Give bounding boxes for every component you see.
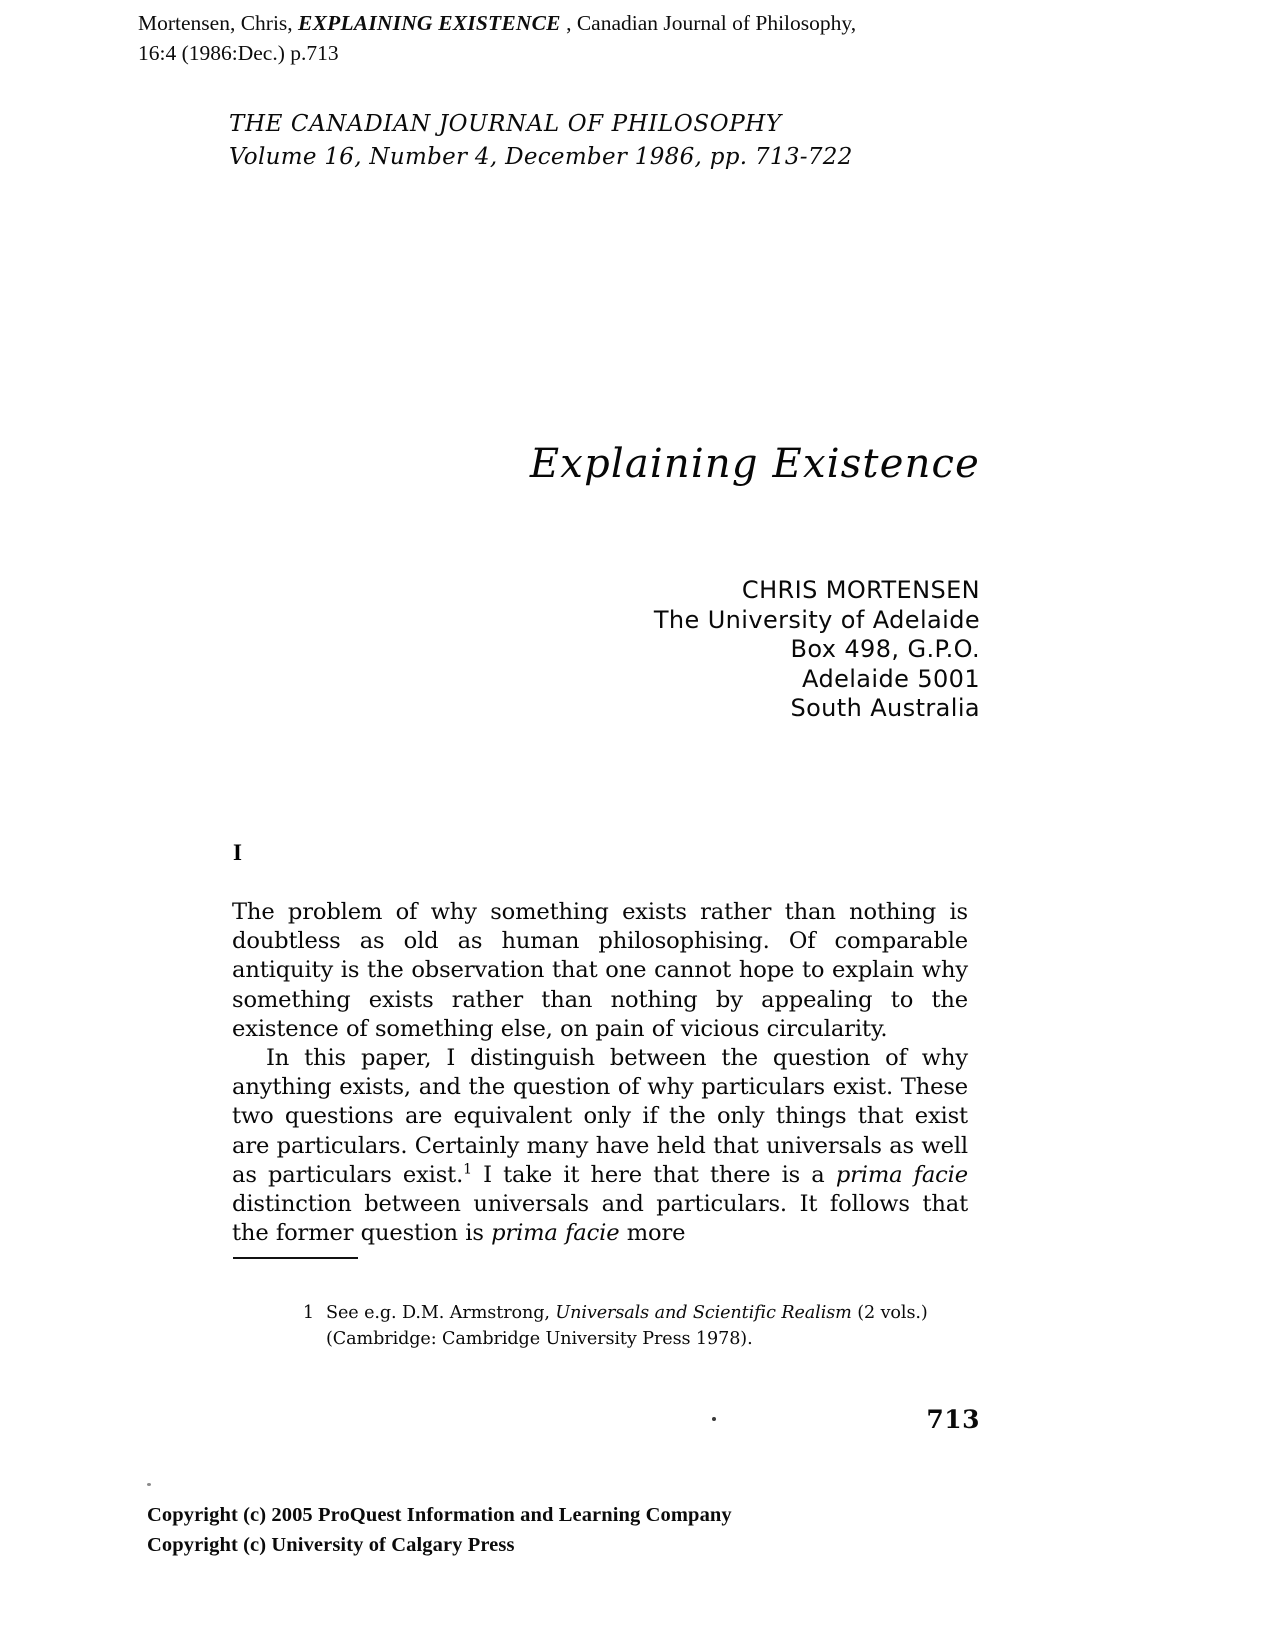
footnote-number: 1 — [302, 1303, 314, 1323]
journal-name: THE CANADIAN JOURNAL OF PHILOSOPHY — [229, 111, 782, 137]
paragraph-2-italic-1: prima facie — [835, 1161, 968, 1188]
page-number: 713 — [926, 1405, 980, 1434]
citation-source: , Canadian Journal of Philosophy, — [566, 11, 857, 35]
copyright-line-1: Copyright (c) 2005 ProQuest Information and Learning Company — [147, 1504, 732, 1526]
paragraph-2-segment-3: distinction between universals and particulars. It follows that the former question is — [232, 1191, 968, 1247]
footnote-book-title: Universals and Scientific Realism — [555, 1303, 852, 1323]
journal-masthead — [229, 108, 989, 174]
author-address-city: Adelaide 5001 — [802, 664, 980, 693]
body-column — [232, 898, 968, 1248]
author-address-region: South Australia — [790, 694, 980, 722]
citation-issue: 16:4 (1986:Dec.) p.713 — [138, 41, 339, 65]
footnote-entry — [292, 1300, 982, 1352]
footnote-text — [326, 1300, 982, 1352]
footnote-segment-1: See e.g. D.M. Armstrong, — [326, 1303, 556, 1323]
footnote-separator-rule — [233, 1257, 358, 1259]
journal-volume-info: Volume 16, Number 4, December 1986, pp. 713-722 — [229, 144, 853, 170]
body-paragraph-1: The problem of why something exists rather than nothing is doubtless as old as human philosophising. Of comparable antiquity is the observation that one cannot hope to explain why something exists rather than nothing by appealing to the existence of something else, on pain of vicious circularity. — [232, 899, 968, 1042]
copyright-line-2: Copyright (c) University of Calgary Press — [147, 1534, 515, 1556]
body-paragraph-2 — [232, 1044, 968, 1248]
author-name: CHRIS MORTENSEN — [741, 576, 980, 604]
scan-speck-artifact — [147, 1483, 151, 1486]
paragraph-2-segment-2: I take it here that there is a — [471, 1161, 836, 1188]
copyright-footer — [147, 1500, 1047, 1560]
citation-article-title: EXPLAINING EXISTENCE — [298, 11, 561, 35]
author-address-box: Box 498, G.P.O. — [790, 635, 980, 663]
section-number: I — [233, 840, 243, 865]
scan-speck-artifact — [712, 1417, 716, 1421]
footnote-segment-2: (2 vols.) (Cambridge: Cambridge University Press 1978). — [326, 1303, 928, 1349]
author-affiliation-block — [380, 576, 980, 724]
footnote-reference-marker: 1 — [463, 1161, 472, 1178]
paragraph-2-segment-1: In this paper, I distinguish between the question of why anything exists, and the question of why particulars exist. These two questions are equivalent only if the only things that exist are particulars. Certainly many have held that universals as well as particulars exist. — [232, 1045, 968, 1188]
paragraph-2-italic-2: prima facie — [491, 1220, 620, 1247]
article-title: Explaining Existence — [529, 441, 980, 487]
paragraph-2-segment-4: more — [619, 1220, 686, 1247]
author-institution: The University of Adelaide — [653, 605, 980, 634]
citation-author: Mortensen, Chris, — [138, 11, 293, 35]
scan-header-citation — [138, 8, 1008, 68]
